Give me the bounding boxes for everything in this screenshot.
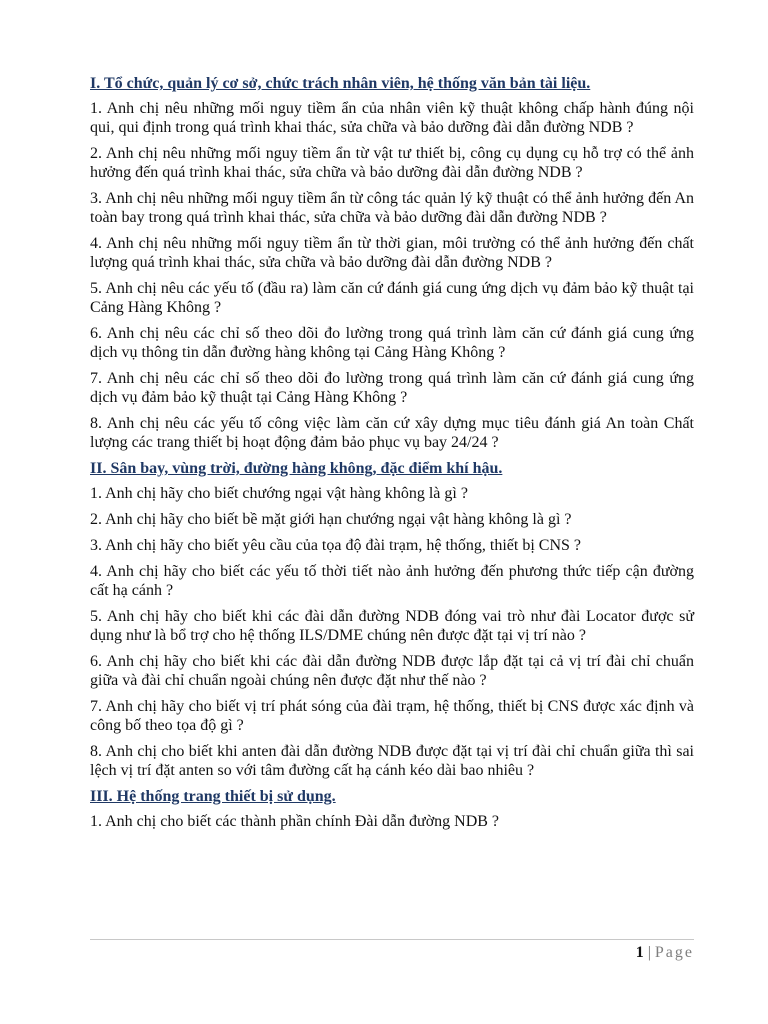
- section-heading: I. Tổ chức, quản lý cơ sở, chức trách nhân viên, hệ thống văn bản tài liệu.: [90, 75, 591, 92]
- question-item: 6. Anh chị nêu các chỉ số theo dõi đo lường trong quá trình làm căn cứ đánh giá cung ứng dịch vụ thông tin dẫn đường hàng không tại Cảng Hàng Không ?: [90, 325, 694, 361]
- question-item: 1. Anh chị nêu những mối nguy tiềm ẩn của nhân viên kỹ thuật không chấp hành đúng nội qui, qui định trong quá trình khai thác, sửa chữa và bảo dưỡng đài dẫn đường NDB ?: [90, 100, 694, 136]
- section-1: [90, 74, 694, 452]
- section-heading: III. Hệ thống trang thiết bị sử dụng.: [90, 788, 336, 805]
- section-3: [90, 787, 694, 831]
- question-item: 7. Anh chị nêu các chỉ số theo dõi đo lường trong quá trình làm căn cứ đánh giá cung ứng dịch vụ đảm bảo kỹ thuật tại Cảng Hàng Không ?: [90, 370, 694, 406]
- question-item: 1. Anh chị hãy cho biết chướng ngại vật hàng không là gì ?: [90, 485, 468, 502]
- question-item: 7. Anh chị hãy cho biết vị trí phát sóng của đài trạm, hệ thống, thiết bị CNS được xác định và công bố theo tọa độ gì ?: [90, 698, 694, 734]
- question-item: 5. Anh chị nêu các yếu tố (đầu ra) làm căn cứ đánh giá cung ứng dịch vụ đảm bảo kỹ thuật tại Cảng Hàng Không ?: [90, 280, 694, 316]
- question-item: 2. Anh chị hãy cho biết bề mặt giới hạn chướng ngại vật hàng không là gì ?: [90, 511, 572, 528]
- question-item: 6. Anh chị hãy cho biết khi các đài dẫn đường NDB được lắp đặt tại cả vị trí đài chỉ chuẩn giữa và đài chỉ chuẩn ngoài chúng nên được đặt như thế nào ?: [90, 653, 694, 689]
- document-body: [90, 74, 694, 838]
- page-footer: [636, 943, 694, 962]
- question-item: 8. Anh chị nêu các yếu tố công việc làm căn cứ xây dựng mục tiêu đánh giá An toàn Chất lượng các trang thiết bị hoạt động đảm bảo phục vụ bay 24/24 ?: [90, 415, 694, 451]
- page-number: 1: [635, 944, 644, 961]
- footer-separator: |: [647, 944, 651, 961]
- question-item: 4. Anh chị nêu những mối nguy tiềm ẩn từ thời gian, môi trường có thể ảnh hưởng đến chất lượng quá trình khai thác, sửa chữa và bảo dưỡng đài dẫn đường NDB ?: [90, 235, 694, 271]
- question-item: 2. Anh chị nêu những mối nguy tiềm ẩn từ vật tư thiết bị, công cụ dụng cụ hỗ trợ có thể ảnh hưởng đến quá trình khai thác, sửa chữa và bảo dưỡng đài dẫn đường NDB ?: [90, 145, 694, 181]
- question-item: 1. Anh chị cho biết các thành phần chính Đài dẫn đường NDB ?: [90, 813, 500, 830]
- question-item: 8. Anh chị cho biết khi anten đài dẫn đường NDB được đặt tại vị trí đài chỉ chuẩn giữa thì sai lệch vị trí đặt anten so với tâm đường cất hạ cánh kéo dài bao nhiêu ?: [90, 743, 694, 779]
- section-2: [90, 459, 694, 780]
- section-heading: II. Sân bay, vùng trời, đường hàng không, đặc điểm khí hậu.: [90, 460, 503, 477]
- page-label: Page: [654, 944, 694, 961]
- footer-divider: [90, 939, 694, 940]
- question-item: 5. Anh chị hãy cho biết khi các đài dẫn đường NDB đóng vai trò như đài Locator được sử dụng như là bổ trợ cho hệ thống ILS/DME chúng nên được đặt tại vị trí nào ?: [90, 608, 694, 644]
- question-item: 3. Anh chị nêu những mối nguy tiềm ẩn từ công tác quản lý kỹ thuật có thể ảnh hưởng đến An toàn bay trong quá trình khai thác, sửa chữa và bảo dưỡng đài dẫn đường NDB ?: [90, 190, 694, 226]
- question-item: 3. Anh chị hãy cho biết yêu cầu của tọa độ đài trạm, hệ thống, thiết bị CNS ?: [90, 537, 581, 554]
- question-item: 4. Anh chị hãy cho biết các yếu tố thời tiết nào ảnh hưởng đến phương thức tiếp cận đường cất hạ cánh ?: [90, 563, 694, 599]
